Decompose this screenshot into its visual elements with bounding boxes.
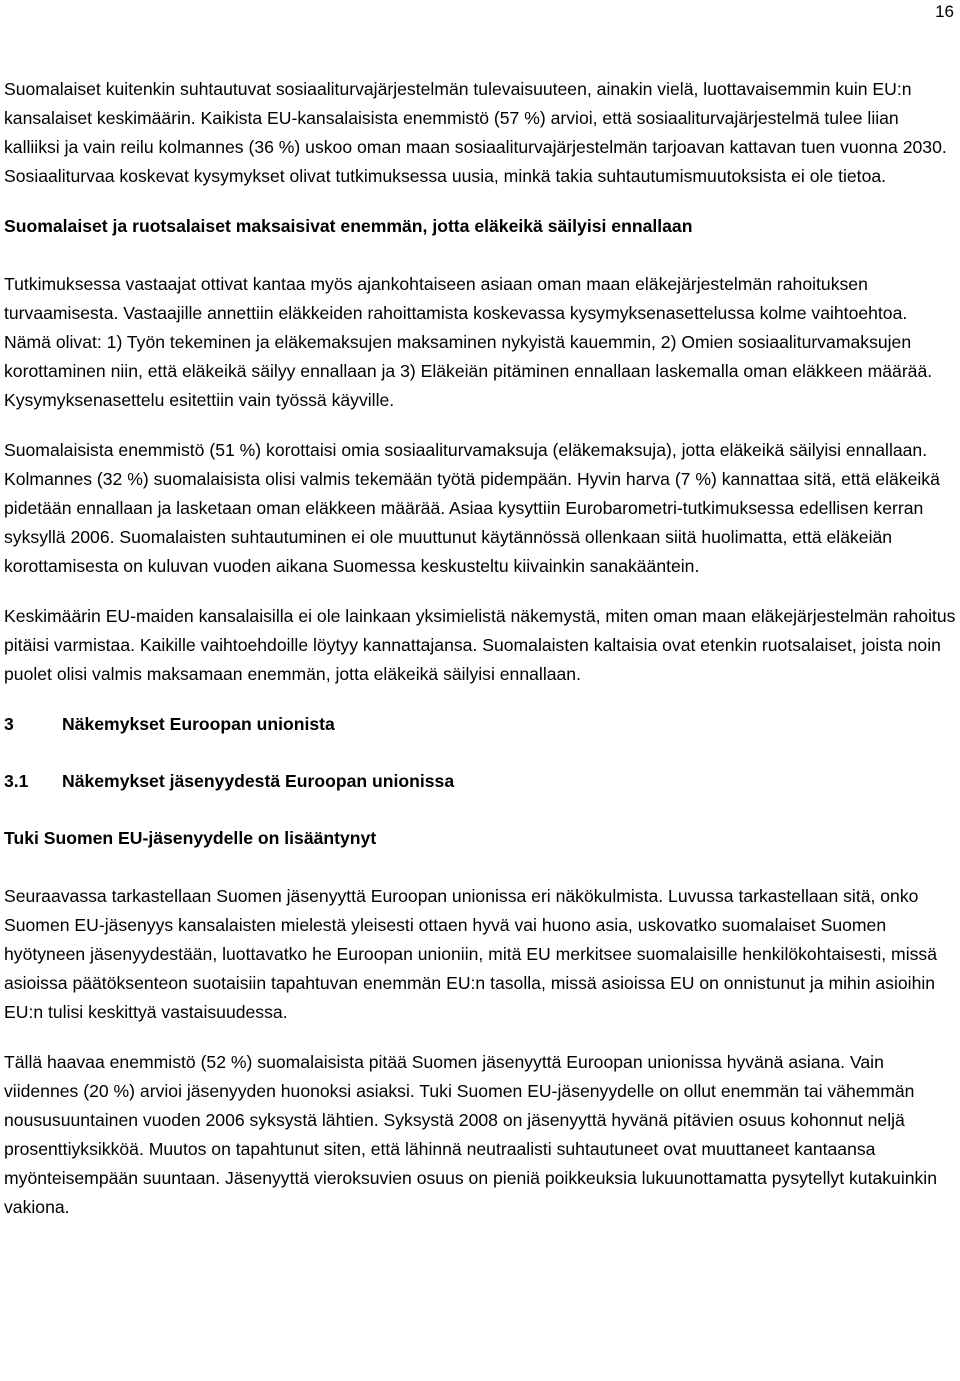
- subsection-number: 3.1: [4, 771, 29, 791]
- paragraph-social-security: Suomalaiset kuitenkin suhtautuvat sosiaaliturvajärjestelmän tulevaisuuteen, ainakin vielä, luottavaisemmin kuin EU:n kansalaiset keskimäärin. Kaikista EU-kansalaisista enemmistö (57 %) arvioi, että sosiaaliturvajärjestelmä tulee liian kalliiksi ja vain reilu kolmannes (36 %) uskoo oman maan sosiaaliturvajärjestelmän tarjoavan kattavan tuen vuonna 2030. Sosiaaliturvaa koskevat kysymykset olivat tutkimuksessa uusia, minkä takia suhtautumismuutoksista ei ole tietoa.: [4, 79, 947, 186]
- document-body: [4, 75, 956, 1243]
- section-heading-3: [4, 710, 956, 739]
- subheading-eu-support: Tuki Suomen EU-jäsenyydelle on lisääntynyt: [4, 828, 377, 848]
- paragraph-membership-opinion: Tällä haavaa enemmistö (52 %) suomalaisista pitää Suomen jäsenyyttä Euroopan unionissa hyvänä asiana. Vain viidennes (20 %) arvioi jäsenyyden huonoksi asiaksi. Tuki Suomen EU-jäsenyydelle on ollut enemmän tai vähemmän noususuuntainen vuoden 2006 syksystä lähtien. Syksystä 2008 on jäsenyyttä hyvänä pitävien osuus kohonnut neljä prosenttiyksikköä. Muutos on tapahtunut siten, että lähinnä neutraalisti suhtautuneet ovat muuttaneet kantaansa myönteisempään suuntaan. Jäsenyyttä vieroksuvien osuus on pieniä poikkeuksia lukuunottamatta pysytellyt kutakuinkin vakiona.: [4, 1052, 938, 1217]
- paragraph-pension-funding: Tutkimuksessa vastaajat ottivat kantaa myös ajankohtaiseen asiaan oman maan eläkejärjestelmän rahoituksen turvaamisesta. Vastaajille annettiin eläkkeiden rahoittamista koskevassa kysymyksenasettelussa kolme vaihtoehtoa. Nämä olivat: 1) Työn tekeminen ja eläkemaksujen maksaminen nykyistä kauemmin, 2) Omien sosiaaliturvamaksujen korottaminen niin, että eläkeikä säilyy ennallaan ja 3) Eläkeiän pitäminen ennallaan laskemalla oman eläkkeen määrää. Kysymyksenasettelu esitettiin vain työssä käyville.: [4, 274, 933, 410]
- subheading-pension-age: Suomalaiset ja ruotsalaiset maksaisivat enemmän, jotta eläkeikä säilyisi ennallaan: [4, 216, 693, 236]
- subsection-title: Näkemykset jäsenyydestä Euroopan unionissa: [62, 771, 455, 791]
- page-number: 16: [935, 2, 954, 21]
- section-heading-3-1: [4, 767, 956, 796]
- paragraph-membership-overview: Seuraavassa tarkastellaan Suomen jäsenyyttä Euroopan unionissa eri näkökulmista. Luvussa tarkastellaan sitä, onko Suomen EU-jäsenyys kansalaisten mielestä yleisesti ottaen hyvä vai huono asia, uskovatko suomalaiset Suomen hyötyneen jäsenyydestään, luottavatko he Euroopan unioniin, mitä EU merkitsee suomalaisille henkilökohtaisesti, missä asioissa päätöksenteon suotaisiin tapahtuvan enemmän EU:n tasolla, missä asioissa EU on onnistunut ja mihin asioihin EU:n tulisi keskittyä vastaisuudessa.: [4, 886, 937, 1022]
- paragraph-finnish-majority: Suomalaisista enemmistö (51 %) korottaisi omia sosiaaliturvamaksuja (eläkemaksuja), jotta eläkeikä säilyisi ennallaan. Kolmannes (32 %) suomalaisista olisi valmis tekemään työtä pidempään. Hyvin harva (7 %) kannattaa sitä, että eläkeikä pidetään ennallaan ja lasketaan oman eläkkeen määrää. Asiaa kysyttiin Eurobarometri-tutkimuksessa edellisen kerran syksyllä 2006. Suomalaisten suhtautuminen ei ole muuttunut käytännössä ollenkaan siitä huolimatta, että eläkeiän korottamisesta on kuluvan vuoden aikana Suomessa keskusteltu kiivainkin sanakääntein.: [4, 440, 940, 576]
- section-title: Näkemykset Euroopan unionista: [62, 714, 335, 734]
- paragraph-eu-average: Keskimäärin EU-maiden kansalaisilla ei ole lainkaan yksimielistä näkemystä, miten oman maan eläkejärjestelmän rahoitus pitäisi varmistaa. Kaikille vaihtoehdoille löytyy kannattajansa. Suomalaisten kaltaisia ovat etenkin ruotsalaiset, joista noin puolet olisi valmis maksamaan enemmän, jotta eläkeikä säilyisi ennallaan.: [4, 606, 956, 684]
- section-number: 3: [4, 714, 14, 734]
